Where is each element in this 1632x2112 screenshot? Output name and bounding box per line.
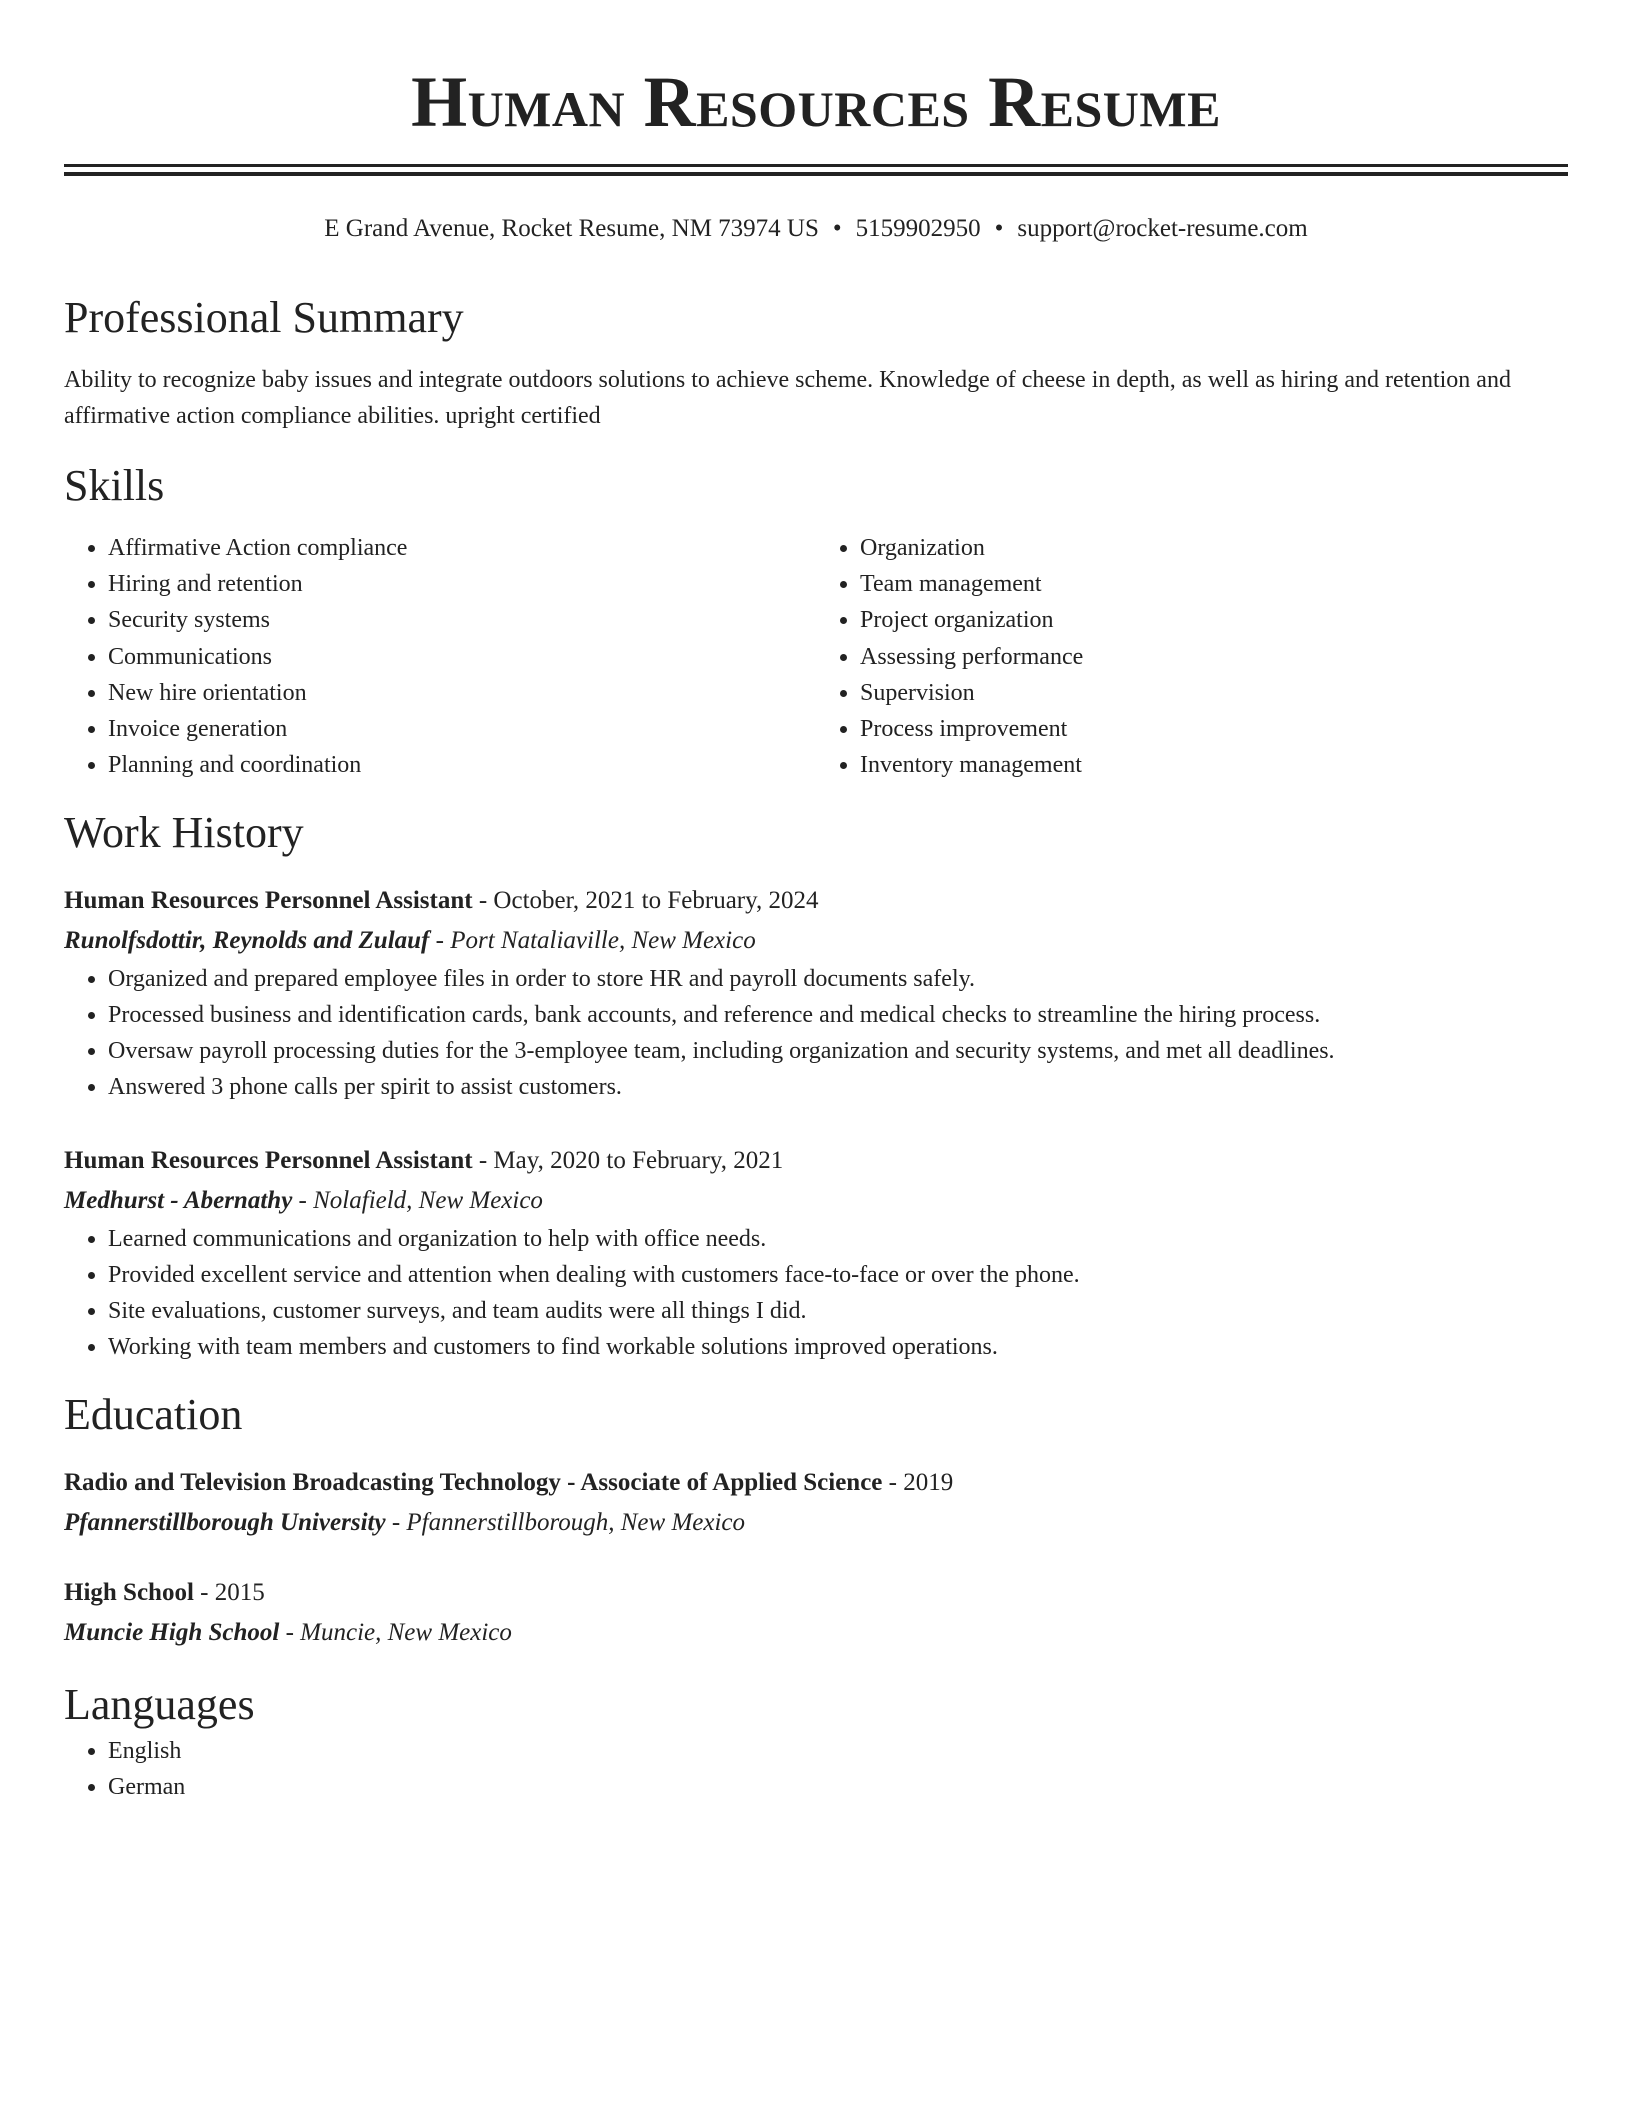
education-heading: Education bbox=[64, 1390, 243, 1440]
education-degree: High School bbox=[64, 1579, 194, 1607]
job-location: - Nolafield, New Mexico bbox=[292, 1187, 543, 1215]
skills-right-column bbox=[816, 530, 1568, 783]
summary-text: Ability to recognize baby issues and integrate outdoors solutions to achieve scheme. Knowledge of cheese in depth, as well as hiring and retention and affirmative action compliance abilities. upright certified bbox=[64, 367, 1511, 429]
education-degree: Radio and Television Broadcasting Technology - Associate of Applied Science bbox=[64, 1469, 883, 1497]
job-title-line bbox=[64, 1141, 1568, 1181]
skills-left-column bbox=[64, 530, 816, 783]
skill-item: • Inventory management bbox=[860, 747, 1568, 783]
summary-heading: Professional Summary bbox=[64, 293, 464, 342]
language-item: • English bbox=[108, 1733, 1568, 1769]
job-dates: - October, 2021 to February, 2024 bbox=[472, 887, 819, 915]
job-duties-list bbox=[64, 961, 1568, 1105]
skill-item: • Communications bbox=[108, 639, 816, 675]
education-school: Muncie High School bbox=[64, 1619, 280, 1647]
education-location: - Muncie, New Mexico bbox=[279, 1619, 512, 1647]
languages-heading: Languages bbox=[64, 1680, 255, 1730]
education-year: - 2019 bbox=[882, 1469, 954, 1497]
job-entry bbox=[64, 881, 1568, 1105]
languages-list bbox=[64, 1733, 1568, 1805]
education-school: Pfannerstillborough University bbox=[64, 1509, 386, 1537]
job-location: - Port Nataliaville, New Mexico bbox=[429, 927, 756, 955]
skill-item: • New hire orientation bbox=[108, 675, 816, 711]
job-duty-item: • Oversaw payroll processing duties for the 3-employee team, including organization and security systems, and met all deadlines. bbox=[108, 1033, 1568, 1069]
job-duty-item: • Processed business and identification cards, bank accounts, and reference and medical checks to streamline the hiring process. bbox=[108, 997, 1568, 1033]
education-entry bbox=[64, 1573, 1568, 1653]
work-history-heading: Work History bbox=[64, 808, 304, 858]
skill-item: • Affirmative Action compliance bbox=[108, 530, 816, 566]
education-location: - Pfannerstillborough, New Mexico bbox=[385, 1509, 746, 1537]
job-title: Human Resources Personnel Assistant bbox=[64, 1147, 473, 1175]
education-school-line bbox=[64, 1613, 1568, 1653]
education-degree-line bbox=[64, 1463, 1568, 1503]
skill-item: • Planning and coordination bbox=[108, 747, 816, 783]
skill-item: • Supervision bbox=[860, 675, 1568, 711]
job-duty-item: • Organized and prepared employee files in order to store HR and payroll documents safely. bbox=[108, 961, 1568, 997]
contact-address: E Grand Avenue, Rocket Resume, NM 73974 US bbox=[324, 215, 819, 242]
skill-item: • Hiring and retention bbox=[108, 566, 816, 602]
skills-grid bbox=[64, 530, 1568, 783]
job-company-line bbox=[64, 921, 1568, 961]
education-entry bbox=[64, 1463, 1568, 1543]
language-item: • German bbox=[108, 1769, 1568, 1805]
job-dates: - May, 2020 to February, 2021 bbox=[472, 1147, 784, 1175]
job-duty-item: • Site evaluations, customer surveys, and team audits were all things I did. bbox=[108, 1293, 1568, 1329]
contact-line bbox=[64, 212, 1568, 246]
skill-item: • Security systems bbox=[108, 602, 816, 638]
contact-separator: • bbox=[994, 215, 1004, 242]
education-school-line bbox=[64, 1503, 1568, 1543]
skills-heading: Skills bbox=[64, 461, 165, 510]
title-divider bbox=[64, 164, 1568, 176]
job-duty-item: • Provided excellent service and attention when dealing with customers face-to-face or over the phone. bbox=[108, 1257, 1568, 1293]
contact-separator: • bbox=[832, 215, 842, 242]
job-duties-list bbox=[64, 1221, 1568, 1365]
job-company: Medhurst - Abernathy bbox=[64, 1187, 293, 1215]
job-title-line bbox=[64, 881, 1568, 921]
job-duty-item: • Learned communications and organization to help with office needs. bbox=[108, 1221, 1568, 1257]
job-entry bbox=[64, 1141, 1568, 1365]
job-company-line bbox=[64, 1181, 1568, 1221]
job-duty-item: • Answered 3 phone calls per spirit to assist customers. bbox=[108, 1069, 1568, 1105]
skill-item: • Invoice generation bbox=[108, 711, 816, 747]
page-title: Human Resources Resume bbox=[411, 62, 1221, 142]
skill-item: • Team management bbox=[860, 566, 1568, 602]
education-degree-line bbox=[64, 1573, 1568, 1613]
job-duty-item: • Working with team members and customers to find workable solutions improved operations. bbox=[108, 1329, 1568, 1365]
skill-item: • Assessing performance bbox=[860, 639, 1568, 675]
education-year: - 2015 bbox=[193, 1579, 265, 1607]
job-company: Runolfsdottir, Reynolds and Zulauf bbox=[64, 927, 430, 955]
contact-email: support@rocket-resume.com bbox=[1017, 215, 1308, 242]
skill-item: • Process improvement bbox=[860, 711, 1568, 747]
skill-item: • Project organization bbox=[860, 602, 1568, 638]
skill-item: • Organization bbox=[860, 530, 1568, 566]
contact-phone: 5159902950 bbox=[855, 215, 981, 242]
job-title: Human Resources Personnel Assistant bbox=[64, 887, 473, 915]
